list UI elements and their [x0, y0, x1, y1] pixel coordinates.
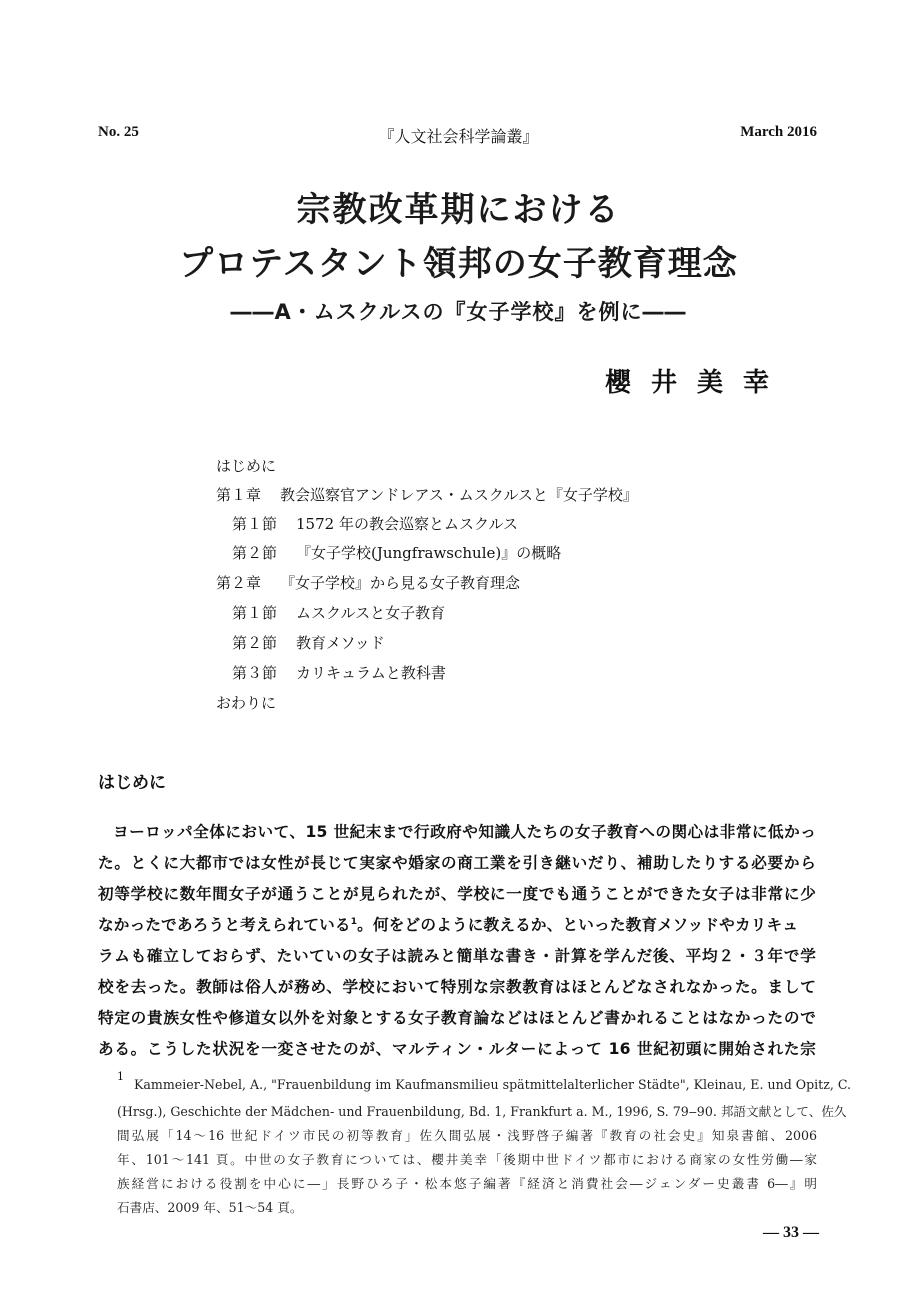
- section-heading: はじめに: [98, 773, 166, 793]
- toc-number: 第１章: [216, 486, 262, 504]
- body-line: た。とくに大都市では女性が長じて実家や婚家の商工業を引き継いだり、補助したりする必要から: [98, 854, 816, 872]
- toc-text: 教育メソッド: [296, 634, 385, 652]
- footnote-line: 間弘展「14～16 世紀ドイツ市民の初等教育」佐久間弘展・浅野啓子編著『教育の社会史』知泉書館、2006: [117, 1128, 817, 1143]
- toc-number: 第２節: [232, 634, 278, 652]
- body-line-part: なかったであろうと考えられている: [98, 916, 351, 934]
- toc-text: 『女子学校(Jungfrawschule)』の概略: [296, 544, 562, 562]
- toc-item: [216, 484, 638, 505]
- toc-item: [216, 692, 276, 713]
- toc-number: 第２節: [232, 544, 278, 562]
- issue-date: March 2016: [740, 124, 817, 140]
- body-line: [98, 913, 816, 935]
- title-line-1: 宗教改革期における: [296, 190, 621, 230]
- footnote-line: 族経営における役割を中心に―」長野ひろ子・松本悠子編著『経済と消費社会―ジェンダー史叢書 6―』明: [117, 1176, 817, 1191]
- toc-text: おわりに: [216, 694, 277, 712]
- toc-item: [232, 513, 518, 534]
- toc-item: [232, 632, 385, 653]
- toc-number: 第３節: [232, 664, 278, 682]
- footnote-line: (Hrsg.), Geschichte der Mädchen- und Frauenbildung, Bd. 1, Frankfurt a. M., 1996, S. 79‒90. 邦語文献として、佐久: [117, 1104, 847, 1119]
- footnote-reference[interactable]: 1: [350, 917, 358, 927]
- footnote-line: 石書店、2009 年、51～54 頁。: [117, 1200, 303, 1215]
- body-line: ラムも確立しておらず、たいていの女子は読みと簡単な書き・計算を学んだ後、平均２・３年で学: [98, 947, 816, 965]
- journal-name: 『人文社会科学論叢』: [378, 127, 539, 146]
- page-number: ― 33 ―: [763, 1224, 819, 1241]
- footnote-mark: 1: [117, 1070, 124, 1083]
- body-line: ある。こうした状況を一変させたのが、マルティン・ルターによって 16 世紀初頭に開始された宗: [98, 1040, 816, 1058]
- toc-text: 教会巡察官アンドレアス・ムスクルスと『女子学校』: [280, 486, 638, 504]
- body-line-part: 。何をどのように教えるか、といった教育メソッドやカリキュ: [357, 916, 799, 934]
- toc-text: 1572 年の教会巡察とムスクルス: [296, 515, 519, 533]
- subtitle: ――A・ムスクルスの『女子学校』を例に――: [230, 300, 687, 324]
- body-line: 校を去った。教師は俗人が務め、学校において特別な宗教教育はほとんどなされなかった。まして: [98, 978, 816, 996]
- toc-text: はじめに: [216, 457, 277, 475]
- toc-number: 第２章: [216, 574, 262, 592]
- toc-item: [216, 572, 520, 593]
- toc-number: 第１節: [232, 515, 278, 533]
- body-line: 初等学校に数年間女子が通うことが見られたが、学校に一度でも通うことができた女子は非常に少: [98, 885, 816, 903]
- toc-number: 第１節: [232, 604, 278, 622]
- author-name: 櫻井美幸: [604, 368, 789, 398]
- toc-item: [216, 455, 276, 476]
- toc-item: [232, 602, 445, 623]
- toc-text: ムスクルスと女子教育: [296, 604, 446, 622]
- toc-item: [232, 542, 561, 563]
- body-line: 特定の貴族女性や修道女以外を対象とする女子教育論などはほとんど書かれることはなかったので: [98, 1009, 816, 1027]
- title-line-2: プロテスタント領邦の女子教育理念: [179, 244, 738, 284]
- issue-number: No. 25: [98, 124, 139, 140]
- body-line: ヨーロッパ全体において、15 世紀末まで行政府や知識人たちの女子教育への関心は非常に低かっ: [113, 823, 816, 841]
- footnote-line: Kammeier-Nebel, A., "Frauenbildung im Kaufmansmilieu spätmittelalterlicher Städte", Kleinau, E. und Opitz, C.: [134, 1077, 852, 1092]
- footnote-line: 年、101～141 頁。中世の女子教育については、櫻井美幸「後期中世ドイツ都市における商家の女性労働―家: [117, 1152, 817, 1167]
- toc-text: 『女子学校』から見る女子教育理念: [280, 574, 521, 592]
- toc-text: カリキュラムと教科書: [296, 664, 446, 682]
- toc-item: [232, 662, 446, 683]
